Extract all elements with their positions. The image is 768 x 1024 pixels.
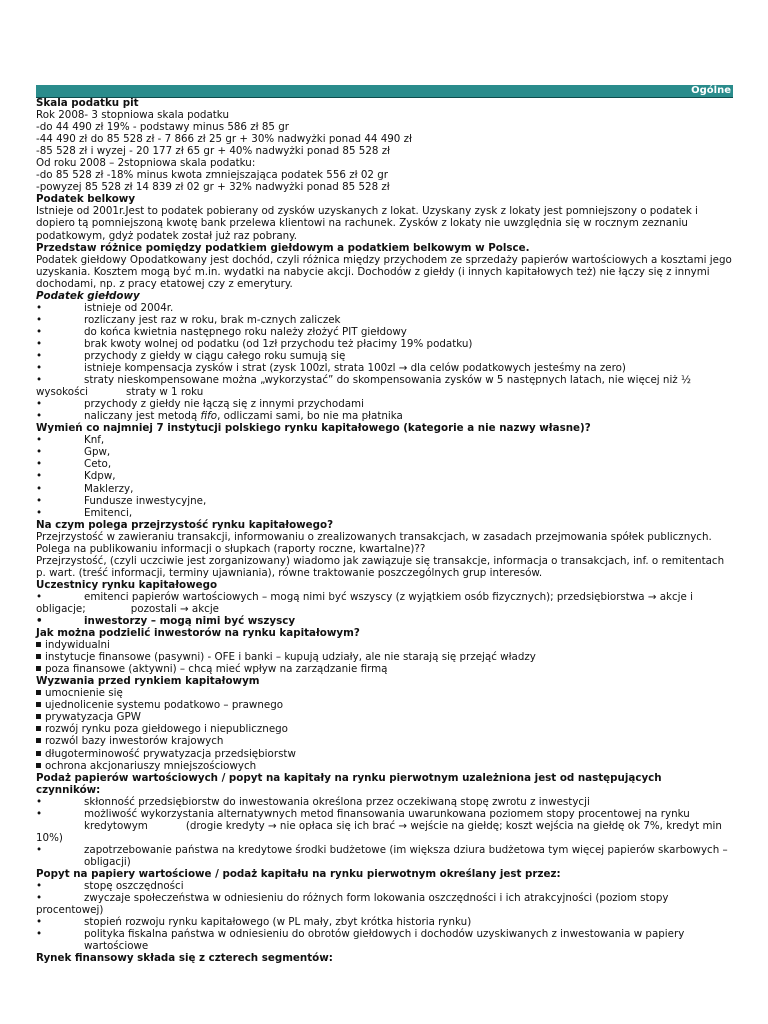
list-item: • przychody z giełdy w ciągu całego roku sumują się [36,350,736,362]
heading-podaz: Podaż papierów wartościowych / popyt na kapitały na rynku pierwotnym uzależniona jest od następujących [36,771,662,784]
list-item: • Emitenci, [36,507,736,519]
list-item: • przychody z giełdy nie łączą się z innymi przychodami [36,398,736,410]
pit-line: Rok 2008- 3 stopniowa skala podatku [36,109,229,122]
heading-segmenty: Rynek finansowy składa się z czterech segmentów: [36,952,333,965]
list-item-continuation [36,603,736,615]
pit-line: -do 44 490 zł 19% - podstawy minus 586 zł 85 gr [36,121,290,134]
list-item: • Ceto, [36,458,736,470]
list-item [36,374,736,386]
list-item: • stopień rozwoju rynku kapitałowego (w PL mały, zbyt krótka historia rynku) [36,916,736,928]
list-item-continuation: wartościowe [84,940,149,953]
heading-roznice: Przedstaw różnice pomiędzy podatkiem giełdowym a podatkiem belkowym w Polsce. [36,241,530,254]
list-item: indywidualni [36,639,736,651]
list-item-continuation [36,820,736,832]
list-item: • Kdpw, [36,470,736,482]
list-item: • brak kwoty wolnej od podatku (od 1zł przychodu też płacimy 19% podatku) [36,338,736,350]
list-item: ochrona akcjonariuszy mniejszościowych [36,760,736,772]
list-item-text: straty nieskompensowane można „wykorzystać” do skompensowania zysków w 5 następnych latach, nie więcej niż ½ [84,374,691,387]
heading-gieldowy: Podatek giełdowy [36,289,140,302]
pit-line: -85 528 zł i wyzej - 20 177 zł 65 gr + 40% nadwyżki ponad 85 528 zł [36,145,391,158]
heading-przejrzystosc: Na czym polega przejrzystość rynku kapitałowego? [36,518,334,531]
list-item-text: (drogie kredyty → nie opłaca się ich brać → wejście na giełdę; koszt wejścia na giełdę ok 7%, kredyt min [185,819,722,832]
list-item: rozwól bazy inwestorów krajowych [36,735,736,747]
list-item: umocnienie się [36,687,736,699]
list-item: • Fundusze inwestycyjne, [36,495,736,507]
list-item: • Maklerzy, [36,483,736,495]
list-item: • istnieje od 2004r. [36,302,736,314]
list-item: rozwój rynku poza giełdowego i niepublicznego [36,723,736,735]
heading-podaz-cont: czynników: [36,783,101,796]
heading-belkowy: Podatek belkowy [36,193,136,206]
list-item-text: straty w 1 roku [125,386,204,399]
pit-line: -powyzej 85 528 zł 14 839 zł 02 gr + 32% nadwyżki ponad 85 528 zł [36,181,390,194]
list-item: • istnieje kompensacja zysków i strat (zysk 100zl, strata 100zl → dla celów podatkowych jesteśmy na zero) [36,362,736,374]
list-item-text: , odliczami sami, bo nie ma płatnika [217,410,403,423]
heading-uczestnicy: Uczestnicy rynku kapitałowego [36,578,218,591]
list-item: • inwestorzy – mogą nimi być wszyscy [36,615,736,627]
list-item: • zwyczaje społeczeństwa w odniesieniu do różnych form lokowania oszczędności i ich atrakcyjności (poziom stopy [36,892,736,904]
przejrzystosc-paragraph: Przejrzystość, (czyli uczciwie jest zorganizowany) wiadomo jak zawiązuje się transakcje, informacja o transakcjach, inf. o remitentach p. wart. (treść informacji, terminy ujawniania), równe traktowanie poszczególnych grup interesów. [36,554,725,579]
pit-line: Od roku 2008 – 2stopniowa skala podatku: [36,157,256,170]
list-item-continuation: 10%) [36,831,63,844]
document-content [36,97,736,964]
list-item: długoterminowość prywatyzacja przedsiębiorstw [36,748,736,760]
list-item-text: kredytowym [84,819,148,832]
heading-instytucje: Wymień co najmniej 7 instytucji polskiego rynku kapitałowego (kategorie a nie nazwy własne)? [36,422,591,435]
list-item-text: obligacje; [36,602,86,615]
list-item: • do końca kwietnia następnego roku należy złożyć PIT giełdowy [36,326,736,338]
section-header-title: Ogólne [691,85,731,96]
pit-line: -44 490 zł do 85 528 zł - 7 866 zł 25 gr + 30% nadwyżki ponad 44 490 zł [36,133,412,146]
list-item-text: naliczany jest metodą [84,410,201,423]
list-item: • emitenci papierów wartościowych – mogą nimi być wszyscy (z wyjątkiem osób fizycznych); przedsiębiorstwa → akcje i [36,591,736,603]
list-item: • rozliczany jest raz w roku, brak m-cznych zaliczek [36,314,736,326]
list-item: ujednolicenie systemu podatkowo – prawnego [36,699,736,711]
heading-podzial: Jak można podzielić inwestorów na rynku kapitałowym? [36,627,360,640]
list-item-continuation [36,386,736,398]
list-item-text: wysokości [36,386,88,399]
list-item: • Knf, [36,434,736,446]
list-item-continuation: obligacji) [84,855,131,868]
list-item: • Gpw, [36,446,736,458]
pit-line: -do 85 528 zł -18% minus kwota zmniejszająca podatek 556 zł 02 gr [36,169,388,182]
list-item: prywatyzacja GPW [36,711,736,723]
list-item: instytucje finansowe (pasywni) - OFE i banki – kupują udziały, ale nie starają się przejąć władzy [36,651,736,663]
list-item-text-italic: fifo [200,410,218,423]
roznice-paragraph: Podatek giełdowy Opodatkowany jest dochód, czyli różnica między przychodem ze sprzedaży papierów wartościowych a kosztami jego uzyskania. Kosztem mogą być m.in. wydatki na nabycie akcji. Dochodów z giełdy (i innych kapitałowych też) nie łączy się z innymi dochodami, np. z pracy etatowej czy z emerytury. [36,253,732,290]
list-item-continuation: procentowej) [36,904,104,917]
list-item [36,410,736,422]
list-item: • możliwość wykorzystania alternatywnych metod finansowania uwarunkowana poziomem stopy procentowej na rynku [36,808,736,820]
list-item: • zapotrzebowanie państwa na kredytowe środki budżetowe (im większa dziura budżetowa tym więcej papierów skarbowych – [36,844,736,856]
list-item: • polityka fiskalna państwa w odniesieniu do obrotów giełdowych i dochodów uzyskiwanych z inwestowania w papiery [36,928,736,940]
heading-pit: Skala podatku pit [36,97,139,109]
list-item: poza finansowe (aktywni) – chcą mieć wpływ na zarządzanie firmą [36,663,736,675]
heading-popyt: Popyt na papiery wartościowe / podaż kapitału na rynku pierwotnym określany jest przez: [36,868,561,880]
belkowy-paragraph: Istnieje od 2001r.Jest to podatek pobierany od zysków uzyskanych z lokat. Uzyskany zysk z lokaty jest pomniejszony o podatek i dopiero tą pomniejszoną kwotę bank przelewa klientowi na rachunek. Zysków z lokaty nie uwzględnia się w rocznym zeznaniu podatkowym, gdyż podatek został już raz pobrany. [36,205,698,242]
list-item: • stopę oszczędności [36,880,736,892]
przejrzystosc-paragraph: Przejrzystość w zawieraniu transakcji, informowaniu o zrealizowanych transakcjach, w zasadach przejmowania spółek publicznych. Polega na publikowaniu informacji o słupkach (raporty roczne, kwartalne)?? [36,530,712,555]
heading-wyzwania: Wyzwania przed rynkiem kapitałowym [36,675,260,688]
list-item-text: pozostali → akcje [130,602,220,615]
list-item: • skłonność przedsiębiorstw do inwestowania określona przez oczekiwaną stopę zwrotu z inwestycji [36,796,736,808]
